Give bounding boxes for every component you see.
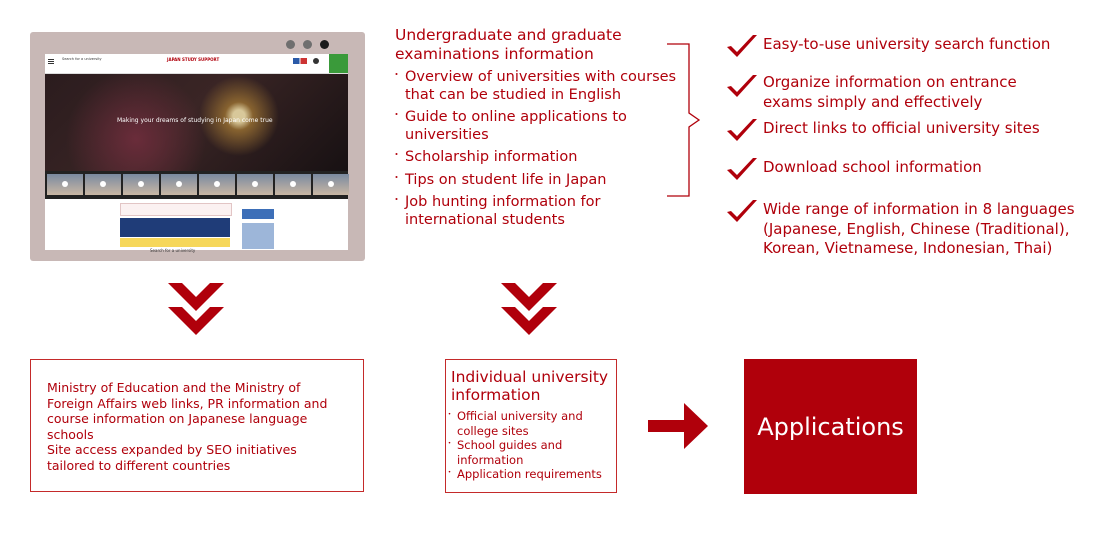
video-thumbnail [161,174,197,195]
features-heading [395,26,622,64]
ministry-line: Site access expanded by SEO initiatives [47,442,297,457]
features-item-line: ・ Tips on student life in Japan [405,171,607,188]
check-icon [725,117,759,143]
check-icon [725,33,759,59]
video-thumbnail [237,174,273,195]
video-thumbnail [85,174,121,195]
features-list-item [395,149,676,167]
features-item-line: ・ Guide to online applications to [405,109,627,125]
features-list-item [395,109,676,144]
individual-item-line: ・ Official university and [457,409,583,423]
features-item-line: international students [405,211,565,228]
video-thumbnail [313,174,349,195]
language-flags-icon [293,58,307,64]
double-chevron-down-icon [499,279,559,339]
individual-university-title [451,368,608,404]
website-page [45,54,348,253]
side-banner [242,209,274,249]
benefit-line: Easy-to-use university search function [763,35,1051,53]
benefit-line: Wide range of information in 8 languages [763,200,1075,218]
ministry-line: Ministry of Education and the Ministry of [47,380,301,395]
features-item-line: ・ Overview of universities with courses [405,69,677,85]
seminar-banner [120,203,232,216]
features-item-line: that can be studied in English [405,86,622,103]
individual-university-box [445,359,617,493]
individual-university-list [449,409,602,482]
individual-item-line: ・ Application requirements [457,467,602,481]
ministry-info-box [30,359,364,492]
features-heading-line: examinations information [395,45,594,63]
benefit-line: Organize information on entrance [763,73,1017,91]
features-list-item [395,194,676,229]
benefit-line: Direct links to official university sites [763,119,1040,137]
website-logo: JAPAN STUDY SUPPORT [167,57,220,62]
ministry-info-text [47,380,327,473]
double-chevron-down-icon [166,279,226,339]
covid-banner [120,238,230,247]
benefit-line: Download school information [763,158,982,176]
video-thumbnail [47,174,83,195]
website-search-footer: Search for a university [150,248,196,253]
website-banners [45,199,348,253]
menu-icon [48,59,54,60]
individual-list-item [449,409,602,438]
ministry-line: tailored to different countries [47,457,231,473]
video-thumbnail [199,174,235,195]
individual-list-item [449,467,602,482]
video-thumbnail [123,174,159,195]
scholarship-banner [120,218,230,237]
video-thumbnail [275,174,311,195]
features-list-item [395,69,676,104]
features-item-line: ・ Scholarship information [405,149,578,165]
window-dot-3 [320,40,329,49]
features-list-item [395,172,676,190]
individual-title-line: Individual university [451,368,609,386]
website-search-label: Search for a university [62,57,102,61]
website-header [45,54,348,74]
benefit-line: exams simply and effectively [763,92,983,111]
check-icon [725,198,759,224]
ministry-line: schools [47,426,94,442]
individual-item-line: college sites [457,423,529,438]
applications-box [744,359,917,494]
website-hero-image [45,74,348,179]
website-screenshot [30,32,365,261]
features-heading-line: Undergraduate and graduate [395,26,622,44]
features-list [395,69,676,234]
applications-label: Applications [757,412,904,441]
right-brace-icon [665,43,705,198]
check-icon [725,73,759,99]
user-icon [313,58,319,64]
arrow-right-icon [648,400,710,452]
benefit-line: Korean, Vietnamese, Indonesian, Thai) [763,239,1053,257]
features-item-line: universities [405,126,489,143]
website-video-thumbnails [45,171,348,199]
check-icon [725,156,759,182]
ministry-line: course information on Japanese language [47,411,308,426]
window-dot-2 [303,40,312,49]
individual-item-line: ・ School guides and [457,438,563,452]
window-dot-1 [286,40,295,49]
benefit-line: (Japanese, English, Chinese (Traditional), [763,219,1070,238]
individual-title-line: information [451,386,541,404]
login-icon [329,54,348,73]
features-item-line: ・ Job hunting information for [405,194,601,210]
individual-list-item [449,438,602,467]
ministry-line: Foreign Affairs web links, PR information and [47,395,328,411]
website-hero-text: Making your dreams of studying in Japan come true [117,117,273,124]
individual-item-line: information [457,452,524,467]
